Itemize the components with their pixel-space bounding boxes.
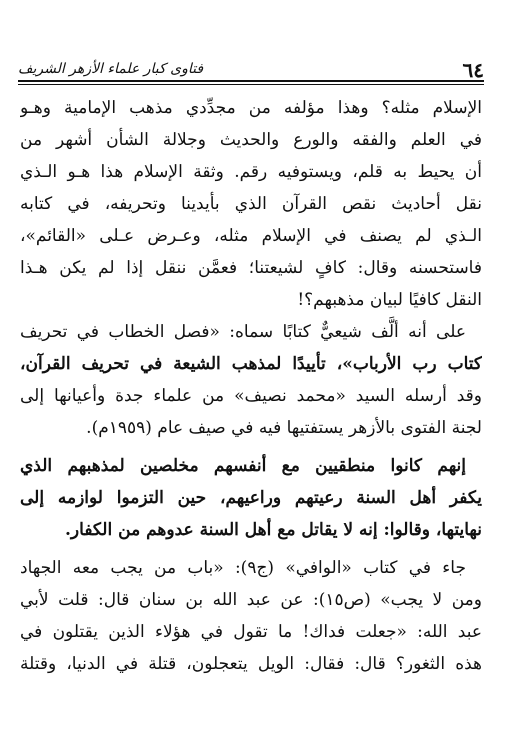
text-line: أن يحيط به قلم، ويستوفيه رقم. وثقة الإسلام هذا هـو الـذي	[20, 162, 482, 182]
text-line: فاستحسنه وقال: كافٍ لشيعتنا؛ فعمَّن ننقل إذا لم يكن هـذا	[20, 258, 482, 278]
text-line: ومن لا يجب» (ص١٥): عن عبد الله بن سنان قال: قلت لأبي	[20, 590, 482, 610]
running-title: فتاوى كبار علماء الأزهر الشريف	[18, 61, 204, 77]
text-line: هذه الثغور؟ قال: فقال: الويل يتعجلون، قتلة في الدنيا، وقتلة	[20, 654, 482, 674]
text-line: الإسلام مثله؟ وهذا مؤلفه من مجدِّدي مذهب الإمامية وهـو	[20, 98, 482, 118]
text-line: إنهم كانوا منطقيين مع أنفسهم مخلصين لمذهبهم الذي	[20, 456, 466, 476]
body-text	[20, 92, 482, 680]
header-rule	[18, 80, 484, 82]
text-line: يكفر أهل السنة رعيتهم وراعيهم، حين التزموا لوازمه إلى	[20, 488, 482, 508]
page-number: ٦٤	[462, 58, 484, 82]
text-line: لجنة الفتوى بالأزهر يستفتيها فيه في صيف عام (١٩٥٩م).	[86, 418, 482, 438]
text-line: وقد أرسله السيد «محمد نصيف» من علماء جدة وأعيانها إلى	[20, 386, 482, 406]
text-line: النقل كافيًا لبيان مذهبهم؟!	[297, 290, 482, 310]
page-header	[18, 56, 484, 84]
text-line: في العلم والفقه والورع والحديث وجلالة الشأن أشهر من	[20, 130, 482, 150]
header-rule-thin	[18, 84, 484, 85]
text-line: نقل أحاديث نقص القرآن الذي بأيدينا وتحريفه، في كتابه	[20, 194, 482, 214]
text-line: جاء في كتاب «الوافي» (ج٩): «باب من يجب معه الجهاد	[20, 558, 466, 578]
text-line: نهايتها، وقالوا: إنه لا يقاتل مع أهل السنة عدوهم من الكفار.	[65, 520, 482, 540]
text-line: الـذي لم يصنف في الإسلام مثله، وعـرض عـلى «القائم»،	[20, 226, 482, 246]
text-line: كتاب رب الأرباب»، تأييدًا لمذهب الشيعة في تحريف القرآن،	[20, 354, 482, 374]
text-line: على أنه ألَّف شيعيٌّ كتابًا سماه: «فصل الخطاب في تحريف	[20, 322, 466, 342]
text-line: عبد الله: «جعلت فداك! ما تقول في هؤلاء الذين يقتلون في	[20, 622, 482, 642]
